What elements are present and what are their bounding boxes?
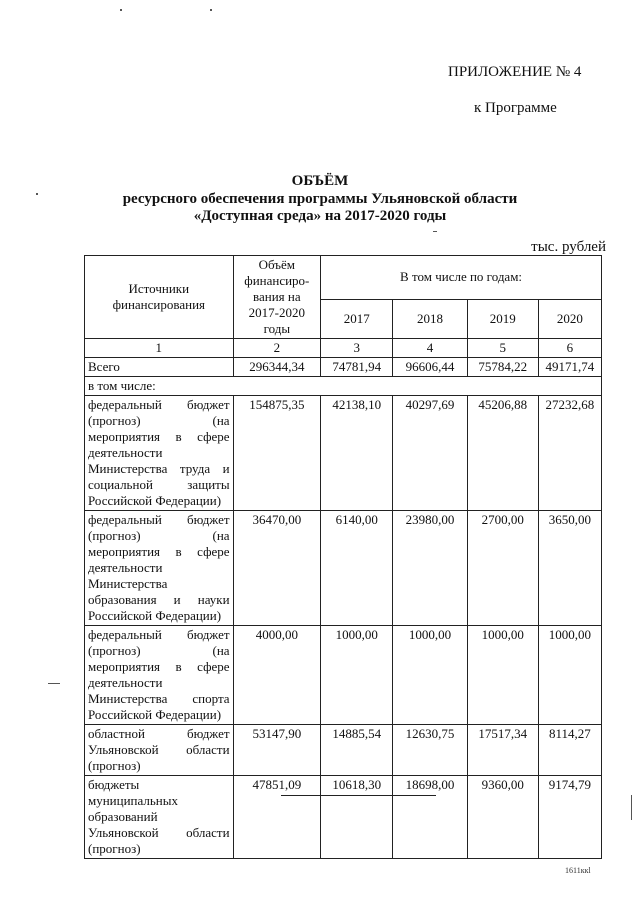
total-value: 296344,34 bbox=[233, 358, 321, 377]
column-index: 3 bbox=[321, 339, 393, 358]
header-year-2019: 2019 bbox=[467, 299, 538, 338]
column-index: 2 bbox=[233, 339, 321, 358]
column-index: 1 bbox=[85, 339, 234, 358]
header-year-2018: 2018 bbox=[393, 299, 467, 338]
row-2018: 12630,75 bbox=[393, 725, 467, 776]
footer-rule bbox=[281, 795, 436, 796]
scan-speck bbox=[210, 9, 212, 11]
row-2019: 9360,00 bbox=[467, 776, 538, 859]
scan-speck bbox=[433, 231, 437, 232]
header-year-2020: 2020 bbox=[538, 299, 601, 338]
header-total: Объём финансиро-вания на 2017-2020 годы bbox=[233, 256, 321, 339]
row-2017: 1000,00 bbox=[321, 626, 393, 725]
row-total: 4000,00 bbox=[233, 626, 321, 725]
appendix-to-program: к Программе bbox=[474, 100, 557, 116]
funding-table bbox=[84, 255, 602, 859]
total-2017: 74781,94 bbox=[321, 358, 393, 377]
row-2017: 10618,30 bbox=[321, 776, 393, 859]
source-label: федеральный бюджет (прогноз) (на мероприятия в сфере деятельности Министерства образования и науки Российской Федерации) bbox=[85, 511, 234, 626]
document-title: ОБЪЁМ bbox=[291, 173, 349, 189]
appendix-number: ПРИЛОЖЕНИЕ № 4 bbox=[448, 64, 582, 80]
scan-speck bbox=[120, 9, 122, 11]
total-2018: 96606,44 bbox=[393, 358, 467, 377]
row-2019: 17517,34 bbox=[467, 725, 538, 776]
document-subtitle-line2: «Доступная среда» на 2017-2020 годы bbox=[193, 208, 447, 224]
row-total: 53147,90 bbox=[233, 725, 321, 776]
table-row bbox=[85, 725, 602, 776]
row-2020: 27232,68 bbox=[538, 396, 601, 511]
header-sources: Источники финансирования bbox=[85, 256, 234, 339]
row-2018: 23980,00 bbox=[393, 511, 467, 626]
row-2019: 2700,00 bbox=[467, 511, 538, 626]
row-2017: 6140,00 bbox=[321, 511, 393, 626]
total-row bbox=[85, 358, 602, 377]
document-subtitle-line1: ресурсного обеспечения программы Ульяновской области bbox=[122, 191, 518, 207]
including-label: в том числе: bbox=[85, 377, 602, 396]
total-label: Всего bbox=[85, 358, 234, 377]
total-2019: 75784,22 bbox=[467, 358, 538, 377]
scan-speck bbox=[48, 683, 60, 684]
source-label: федеральный бюджет (прогноз) (на мероприятия в сфере деятельности Министерства труда и социальной защиты Российской Федерации) bbox=[85, 396, 234, 511]
table-row bbox=[85, 776, 602, 859]
including-row bbox=[85, 377, 602, 396]
row-total: 154875,35 bbox=[233, 396, 321, 511]
header-year-2017: 2017 bbox=[321, 299, 393, 338]
row-2020: 8114,27 bbox=[538, 725, 601, 776]
source-label: областной бюджет Ульяновской области (прогноз) bbox=[85, 725, 234, 776]
document-code: 1611ккl bbox=[565, 866, 591, 875]
source-label: федеральный бюджет (прогноз) (на мероприятия в сфере деятельности Министерства спорта Российской Федерации) bbox=[85, 626, 234, 725]
row-2020: 3650,00 bbox=[538, 511, 601, 626]
row-2020: 9174,79 bbox=[538, 776, 601, 859]
table-row bbox=[85, 626, 602, 725]
row-2017: 42138,10 bbox=[321, 396, 393, 511]
row-2018: 40297,69 bbox=[393, 396, 467, 511]
row-total: 47851,09 bbox=[233, 776, 321, 859]
column-index: 4 bbox=[393, 339, 467, 358]
column-index: 6 bbox=[538, 339, 601, 358]
total-2020: 49171,74 bbox=[538, 358, 601, 377]
row-2018: 1000,00 bbox=[393, 626, 467, 725]
source-label: бюджеты муниципальных образований Ульяновской области (прогноз) bbox=[85, 776, 234, 859]
row-2018: 18698,00 bbox=[393, 776, 467, 859]
row-2017: 14885,54 bbox=[321, 725, 393, 776]
column-index-row bbox=[85, 339, 602, 358]
row-2019: 1000,00 bbox=[467, 626, 538, 725]
table-row bbox=[85, 396, 602, 511]
column-index: 5 bbox=[467, 339, 538, 358]
row-2019: 45206,88 bbox=[467, 396, 538, 511]
scan-speck bbox=[631, 795, 632, 820]
header-by-years: В том числе по годам: bbox=[321, 256, 602, 300]
units-label: тыс. рублей bbox=[531, 239, 606, 255]
scan-speck bbox=[36, 193, 38, 195]
table-row bbox=[85, 511, 602, 626]
row-total: 36470,00 bbox=[233, 511, 321, 626]
row-2020: 1000,00 bbox=[538, 626, 601, 725]
